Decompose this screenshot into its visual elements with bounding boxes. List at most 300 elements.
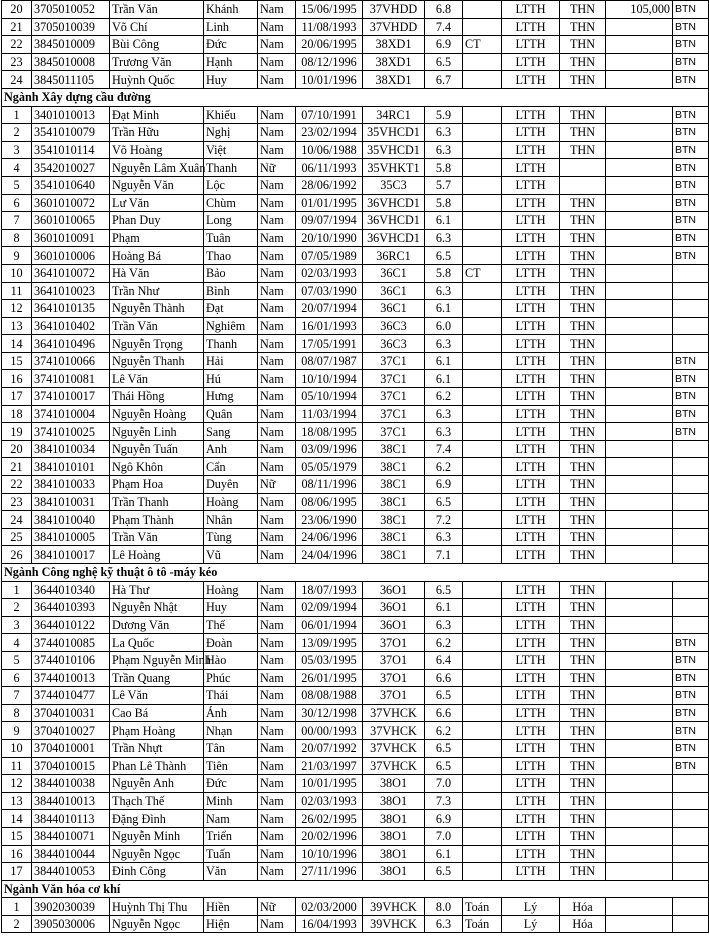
subject-2-cell: THN xyxy=(560,599,606,617)
class-code-cell: 37C1 xyxy=(363,405,425,423)
fee-cell xyxy=(606,335,673,353)
status-code-cell xyxy=(673,511,709,529)
fee-cell xyxy=(606,440,673,458)
given-name-cell: Duyên xyxy=(204,476,258,494)
subject-1-cell: LTTH xyxy=(502,458,560,476)
subject-2-cell: THN xyxy=(560,493,606,511)
class-code-cell: 37VHDD xyxy=(363,18,425,36)
class-code-cell: 37O1 xyxy=(363,669,425,687)
class-code-cell: 38XD1 xyxy=(363,53,425,71)
row-number-cell: 12 xyxy=(2,300,32,318)
gender-cell: Nam xyxy=(258,1,296,19)
score-cell: 6.9 xyxy=(425,36,463,54)
note-cell xyxy=(463,810,502,828)
note-cell xyxy=(463,634,502,652)
note-cell xyxy=(463,124,502,142)
status-code-cell: BTN xyxy=(673,229,709,247)
given-name-cell: Sang xyxy=(204,423,258,441)
status-code-cell: BTN xyxy=(673,722,709,740)
surname-cell: Nguyễn Lâm Xuân xyxy=(110,159,204,177)
birth-date-cell: 08/12/1996 xyxy=(296,53,363,71)
class-code-cell: 38O1 xyxy=(363,827,425,845)
score-cell: 5.9 xyxy=(425,106,463,124)
birth-date-cell: 05/03/1995 xyxy=(296,651,363,669)
status-code-cell: BTN xyxy=(673,669,709,687)
table-row xyxy=(2,722,709,740)
note-cell xyxy=(463,863,502,881)
note-cell xyxy=(463,282,502,300)
score-cell: 6.7 xyxy=(425,71,463,89)
birth-date-cell: 09/07/1994 xyxy=(296,212,363,230)
given-name-cell: Hoàng xyxy=(204,493,258,511)
note-cell xyxy=(463,1,502,19)
birth-date-cell: 10/01/1995 xyxy=(296,775,363,793)
row-number-cell: 9 xyxy=(2,247,32,265)
subject-2-cell: THN xyxy=(560,792,606,810)
note-cell xyxy=(463,651,502,669)
status-code-cell xyxy=(673,493,709,511)
row-number-cell: 4 xyxy=(2,634,32,652)
surname-cell: Trần Văn xyxy=(110,317,204,335)
table-row xyxy=(2,423,709,441)
status-code-cell: BTN xyxy=(673,405,709,423)
fee-cell xyxy=(606,810,673,828)
birth-date-cell: 13/09/1995 xyxy=(296,634,363,652)
class-code-cell: 35VHKT1 xyxy=(363,159,425,177)
given-name-cell: Đức xyxy=(204,36,258,54)
given-name-cell: Thế xyxy=(204,616,258,634)
student-id-cell: 3844010013 xyxy=(32,792,110,810)
given-name-cell: Quân xyxy=(204,405,258,423)
table-row xyxy=(2,827,709,845)
note-cell xyxy=(463,176,502,194)
subject-1-cell: LTTH xyxy=(502,440,560,458)
surname-cell: Phạm Nguyễn Minh xyxy=(110,651,204,669)
score-cell: 6.0 xyxy=(425,317,463,335)
fee-cell xyxy=(606,669,673,687)
birth-date-cell: 10/01/1996 xyxy=(296,71,363,89)
score-cell: 7.4 xyxy=(425,440,463,458)
row-number-cell: 10 xyxy=(2,264,32,282)
score-cell: 6.5 xyxy=(425,247,463,265)
birth-date-cell: 28/06/1992 xyxy=(296,176,363,194)
score-cell: 6.3 xyxy=(425,915,463,933)
row-number-cell: 15 xyxy=(2,827,32,845)
gender-cell: Nam xyxy=(258,53,296,71)
subject-2-cell: THN xyxy=(560,212,606,230)
given-name-cell: Đức xyxy=(204,775,258,793)
fee-cell xyxy=(606,792,673,810)
table-row xyxy=(2,687,709,705)
row-number-cell: 5 xyxy=(2,176,32,194)
subject-2-cell: THN xyxy=(560,106,606,124)
status-code-cell xyxy=(673,335,709,353)
table-row xyxy=(2,370,709,388)
given-name-cell: Bảo xyxy=(204,264,258,282)
status-code-cell: BTN xyxy=(673,370,709,388)
note-cell: Toán xyxy=(463,898,502,916)
subject-1-cell: LTTH xyxy=(502,405,560,423)
table-row xyxy=(2,405,709,423)
class-code-cell: 38C1 xyxy=(363,458,425,476)
subject-2-cell: THN xyxy=(560,827,606,845)
note-cell xyxy=(463,458,502,476)
status-code-cell: BTN xyxy=(673,739,709,757)
given-name-cell: Chùm xyxy=(204,194,258,212)
fee-cell xyxy=(606,845,673,863)
class-code-cell: 39VHCK xyxy=(363,915,425,933)
row-number-cell: 15 xyxy=(2,352,32,370)
subject-1-cell: LTTH xyxy=(502,775,560,793)
row-number-cell: 17 xyxy=(2,863,32,881)
subject-2-cell: THN xyxy=(560,124,606,142)
score-cell: 6.5 xyxy=(425,739,463,757)
score-cell: 6.6 xyxy=(425,704,463,722)
subject-2-cell: THN xyxy=(560,476,606,494)
surname-cell: Nguyễn Ngọc xyxy=(110,845,204,863)
gender-cell: Nam xyxy=(258,669,296,687)
row-number-cell: 7 xyxy=(2,212,32,230)
subject-1-cell: LTTH xyxy=(502,739,560,757)
row-number-cell: 24 xyxy=(2,511,32,529)
surname-cell: Huỳnh Thị Thu xyxy=(110,898,204,916)
surname-cell: Nguyễn Tuấn xyxy=(110,440,204,458)
score-cell: 6.3 xyxy=(425,335,463,353)
birth-date-cell: 21/03/1997 xyxy=(296,757,363,775)
table-row xyxy=(2,581,709,599)
subject-2-cell: THN xyxy=(560,388,606,406)
given-name-cell: Vũ xyxy=(204,546,258,564)
status-code-cell: BTN xyxy=(673,124,709,142)
given-name-cell: Khánh xyxy=(204,1,258,19)
subject-1-cell: LTTH xyxy=(502,352,560,370)
student-id-cell: 3841010101 xyxy=(32,458,110,476)
surname-cell: Trần Văn xyxy=(110,528,204,546)
fee-cell xyxy=(606,493,673,511)
surname-cell: Phạm xyxy=(110,229,204,247)
class-code-cell: 37C1 xyxy=(363,352,425,370)
birth-date-cell: 16/04/1993 xyxy=(296,915,363,933)
gender-cell: Nam xyxy=(258,106,296,124)
given-name-cell: Văn xyxy=(204,863,258,881)
note-cell xyxy=(463,317,502,335)
surname-cell: Phan Lê Thành xyxy=(110,757,204,775)
given-name-cell: Đoàn xyxy=(204,634,258,652)
status-code-cell: BTN xyxy=(673,1,709,19)
row-number-cell: 21 xyxy=(2,458,32,476)
status-code-cell: BTN xyxy=(673,176,709,194)
fee-cell xyxy=(606,247,673,265)
fee-cell xyxy=(606,194,673,212)
gender-cell: Nam xyxy=(258,370,296,388)
student-id-cell: 3845010008 xyxy=(32,53,110,71)
student-id-cell: 3541010640 xyxy=(32,176,110,194)
row-number-cell: 10 xyxy=(2,739,32,757)
fee-cell xyxy=(606,317,673,335)
surname-cell: Nguyễn Văn xyxy=(110,176,204,194)
gender-cell: Nam xyxy=(258,827,296,845)
student-id-cell: 3644010122 xyxy=(32,616,110,634)
score-cell: 5.7 xyxy=(425,176,463,194)
surname-cell: Hoàng Bá xyxy=(110,247,204,265)
row-number-cell: 17 xyxy=(2,388,32,406)
gender-cell: Nam xyxy=(258,775,296,793)
note-cell xyxy=(463,18,502,36)
subject-2-cell: Hóa xyxy=(560,898,606,916)
score-cell: 8.0 xyxy=(425,898,463,916)
subject-1-cell: LTTH xyxy=(502,317,560,335)
surname-cell: Cao Bá xyxy=(110,704,204,722)
birth-date-cell: 17/05/1991 xyxy=(296,335,363,353)
note-cell xyxy=(463,388,502,406)
fee-cell xyxy=(606,722,673,740)
status-code-cell: BTN xyxy=(673,388,709,406)
surname-cell: Hà Văn xyxy=(110,264,204,282)
given-name-cell: Lộc xyxy=(204,176,258,194)
score-cell: 6.3 xyxy=(425,282,463,300)
table-row xyxy=(2,212,709,230)
subject-1-cell: LTTH xyxy=(502,176,560,194)
status-code-cell: BTN xyxy=(673,18,709,36)
status-code-cell xyxy=(673,863,709,881)
class-code-cell: 38O1 xyxy=(363,845,425,863)
given-name-cell: Tân xyxy=(204,739,258,757)
surname-cell: Nguyễn Minh xyxy=(110,827,204,845)
fee-cell xyxy=(606,53,673,71)
given-name-cell: Khiếu xyxy=(204,106,258,124)
fee-cell xyxy=(606,757,673,775)
note-cell xyxy=(463,546,502,564)
status-code-cell xyxy=(673,282,709,300)
given-name-cell: Nghị xyxy=(204,124,258,142)
given-name-cell: Huy xyxy=(204,599,258,617)
fee-cell xyxy=(606,71,673,89)
birth-date-cell: 20/06/1995 xyxy=(296,36,363,54)
row-number-cell: 1 xyxy=(2,106,32,124)
gender-cell: Nam xyxy=(258,352,296,370)
note-cell: CT xyxy=(463,36,502,54)
subject-2-cell: THN xyxy=(560,440,606,458)
given-name-cell: Bình xyxy=(204,282,258,300)
subject-2-cell: THN xyxy=(560,757,606,775)
section-title: Ngành Xây dựng cầu đường xyxy=(2,88,709,106)
score-cell: 7.0 xyxy=(425,827,463,845)
student-id-cell: 3741010004 xyxy=(32,405,110,423)
fee-cell xyxy=(606,616,673,634)
given-name-cell: Hiện xyxy=(204,915,258,933)
subject-2-cell: THN xyxy=(560,458,606,476)
class-code-cell: 36C1 xyxy=(363,300,425,318)
birth-date-cell: 08/07/1987 xyxy=(296,352,363,370)
table-row xyxy=(2,159,709,177)
surname-cell: Đinh Công xyxy=(110,863,204,881)
gender-cell: Nam xyxy=(258,616,296,634)
subject-1-cell: LTTH xyxy=(502,546,560,564)
given-name-cell: Hào xyxy=(204,651,258,669)
subject-2-cell: THN xyxy=(560,282,606,300)
row-number-cell: 14 xyxy=(2,810,32,828)
surname-cell: Nguyễn Hoàng xyxy=(110,405,204,423)
subject-2-cell: THN xyxy=(560,722,606,740)
birth-date-cell: 10/06/1988 xyxy=(296,141,363,159)
surname-cell: Nguyễn Nhật xyxy=(110,599,204,617)
table-row xyxy=(2,634,709,652)
gender-cell: Nam xyxy=(258,915,296,933)
row-number-cell: 26 xyxy=(2,546,32,564)
score-cell: 6.3 xyxy=(425,528,463,546)
given-name-cell: Tuấn xyxy=(204,845,258,863)
subject-2-cell: THN xyxy=(560,863,606,881)
gender-cell: Nam xyxy=(258,124,296,142)
subject-1-cell: LTTH xyxy=(502,476,560,494)
score-cell: 6.5 xyxy=(425,757,463,775)
section-title: Ngành Văn hóa cơ khí xyxy=(2,880,709,898)
gender-cell: Nam xyxy=(258,599,296,617)
given-name-cell: Tuân xyxy=(204,229,258,247)
birth-date-cell: 24/06/1996 xyxy=(296,528,363,546)
student-id-cell: 3704010027 xyxy=(32,722,110,740)
status-code-cell: BTN xyxy=(673,159,709,177)
note-cell xyxy=(463,704,502,722)
subject-1-cell: LTTH xyxy=(502,704,560,722)
subject-1-cell: LTTH xyxy=(502,229,560,247)
table-row xyxy=(2,124,709,142)
row-number-cell: 9 xyxy=(2,722,32,740)
score-cell: 6.1 xyxy=(425,370,463,388)
subject-2-cell: THN xyxy=(560,229,606,247)
status-code-cell xyxy=(673,458,709,476)
gender-cell: Nữ xyxy=(258,898,296,916)
surname-cell: Trương Văn xyxy=(110,53,204,71)
status-code-cell: BTN xyxy=(673,634,709,652)
status-code-cell: BTN xyxy=(673,704,709,722)
class-code-cell: 38C1 xyxy=(363,476,425,494)
score-cell: 7.1 xyxy=(425,546,463,564)
given-name-cell: Tiên xyxy=(204,757,258,775)
class-code-cell: 36O1 xyxy=(363,599,425,617)
note-cell xyxy=(463,827,502,845)
score-cell: 6.3 xyxy=(425,141,463,159)
fee-cell xyxy=(606,159,673,177)
row-number-cell: 1 xyxy=(2,581,32,599)
fee-cell xyxy=(606,18,673,36)
subject-2-cell: THN xyxy=(560,317,606,335)
subject-2-cell: THN xyxy=(560,247,606,265)
subject-2-cell: THN xyxy=(560,810,606,828)
status-code-cell xyxy=(673,264,709,282)
given-name-cell: Long xyxy=(204,212,258,230)
note-cell xyxy=(463,300,502,318)
gender-cell: Nam xyxy=(258,687,296,705)
student-id-cell: 3841010034 xyxy=(32,440,110,458)
row-number-cell: 14 xyxy=(2,335,32,353)
status-code-cell: BTN xyxy=(673,757,709,775)
student-id-cell: 3844010053 xyxy=(32,863,110,881)
birth-date-cell: 07/03/1990 xyxy=(296,282,363,300)
subject-2-cell: THN xyxy=(560,370,606,388)
gender-cell: Nam xyxy=(258,36,296,54)
table-row xyxy=(2,546,709,564)
fee-cell xyxy=(606,124,673,142)
row-number-cell: 8 xyxy=(2,704,32,722)
status-code-cell xyxy=(673,845,709,863)
row-number-cell: 19 xyxy=(2,423,32,441)
subject-1-cell: LTTH xyxy=(502,810,560,828)
birth-date-cell: 05/05/1979 xyxy=(296,458,363,476)
student-id-cell: 3644010340 xyxy=(32,581,110,599)
given-name-cell: Thanh xyxy=(204,159,258,177)
table-row xyxy=(2,704,709,722)
student-id-cell: 3705010052 xyxy=(32,1,110,19)
subject-1-cell: LTTH xyxy=(502,300,560,318)
status-code-cell xyxy=(673,898,709,916)
note-cell xyxy=(463,405,502,423)
status-code-cell xyxy=(673,528,709,546)
gender-cell: Nam xyxy=(258,247,296,265)
table-row xyxy=(2,317,709,335)
given-name-cell: Hú xyxy=(204,370,258,388)
class-code-cell: 37C1 xyxy=(363,370,425,388)
class-code-cell: 37VHCK xyxy=(363,722,425,740)
table-row xyxy=(2,247,709,265)
row-number-cell: 23 xyxy=(2,53,32,71)
surname-cell: Lư Văn xyxy=(110,194,204,212)
subject-1-cell: LTTH xyxy=(502,493,560,511)
class-code-cell: 35VHCD1 xyxy=(363,141,425,159)
fee-cell xyxy=(606,546,673,564)
row-number-cell: 12 xyxy=(2,775,32,793)
gender-cell: Nam xyxy=(258,493,296,511)
subject-2-cell: Hóa xyxy=(560,915,606,933)
fee-cell xyxy=(606,300,673,318)
surname-cell: Dương Văn xyxy=(110,616,204,634)
status-code-cell xyxy=(673,792,709,810)
given-name-cell: Thanh xyxy=(204,335,258,353)
student-id-cell: 3601010065 xyxy=(32,212,110,230)
gender-cell: Nam xyxy=(258,511,296,529)
status-code-cell: BTN xyxy=(673,71,709,89)
birth-date-cell: 06/01/1994 xyxy=(296,616,363,634)
subject-1-cell: LTTH xyxy=(502,528,560,546)
subject-1-cell: LTTH xyxy=(502,212,560,230)
note-cell xyxy=(463,229,502,247)
note-cell: CT xyxy=(463,264,502,282)
subject-2-cell: THN xyxy=(560,335,606,353)
score-cell: 7.4 xyxy=(425,18,463,36)
class-code-cell: 38C1 xyxy=(363,511,425,529)
table-row xyxy=(2,792,709,810)
table-row xyxy=(2,106,709,124)
subject-1-cell: LTTH xyxy=(502,141,560,159)
note-cell xyxy=(463,581,502,599)
row-number-cell: 16 xyxy=(2,845,32,863)
subject-1-cell: LTTH xyxy=(502,687,560,705)
status-code-cell: BTN xyxy=(673,651,709,669)
row-number-cell: 2 xyxy=(2,124,32,142)
fee-cell xyxy=(606,458,673,476)
fee-cell xyxy=(606,775,673,793)
table-row xyxy=(2,458,709,476)
fee-cell xyxy=(606,212,673,230)
student-id-cell: 3744010106 xyxy=(32,651,110,669)
score-cell: 5.8 xyxy=(425,194,463,212)
note-cell xyxy=(463,159,502,177)
row-number-cell: 2 xyxy=(2,915,32,933)
table-row xyxy=(2,669,709,687)
score-cell: 6.1 xyxy=(425,352,463,370)
score-cell: 5.8 xyxy=(425,264,463,282)
score-cell: 6.9 xyxy=(425,476,463,494)
